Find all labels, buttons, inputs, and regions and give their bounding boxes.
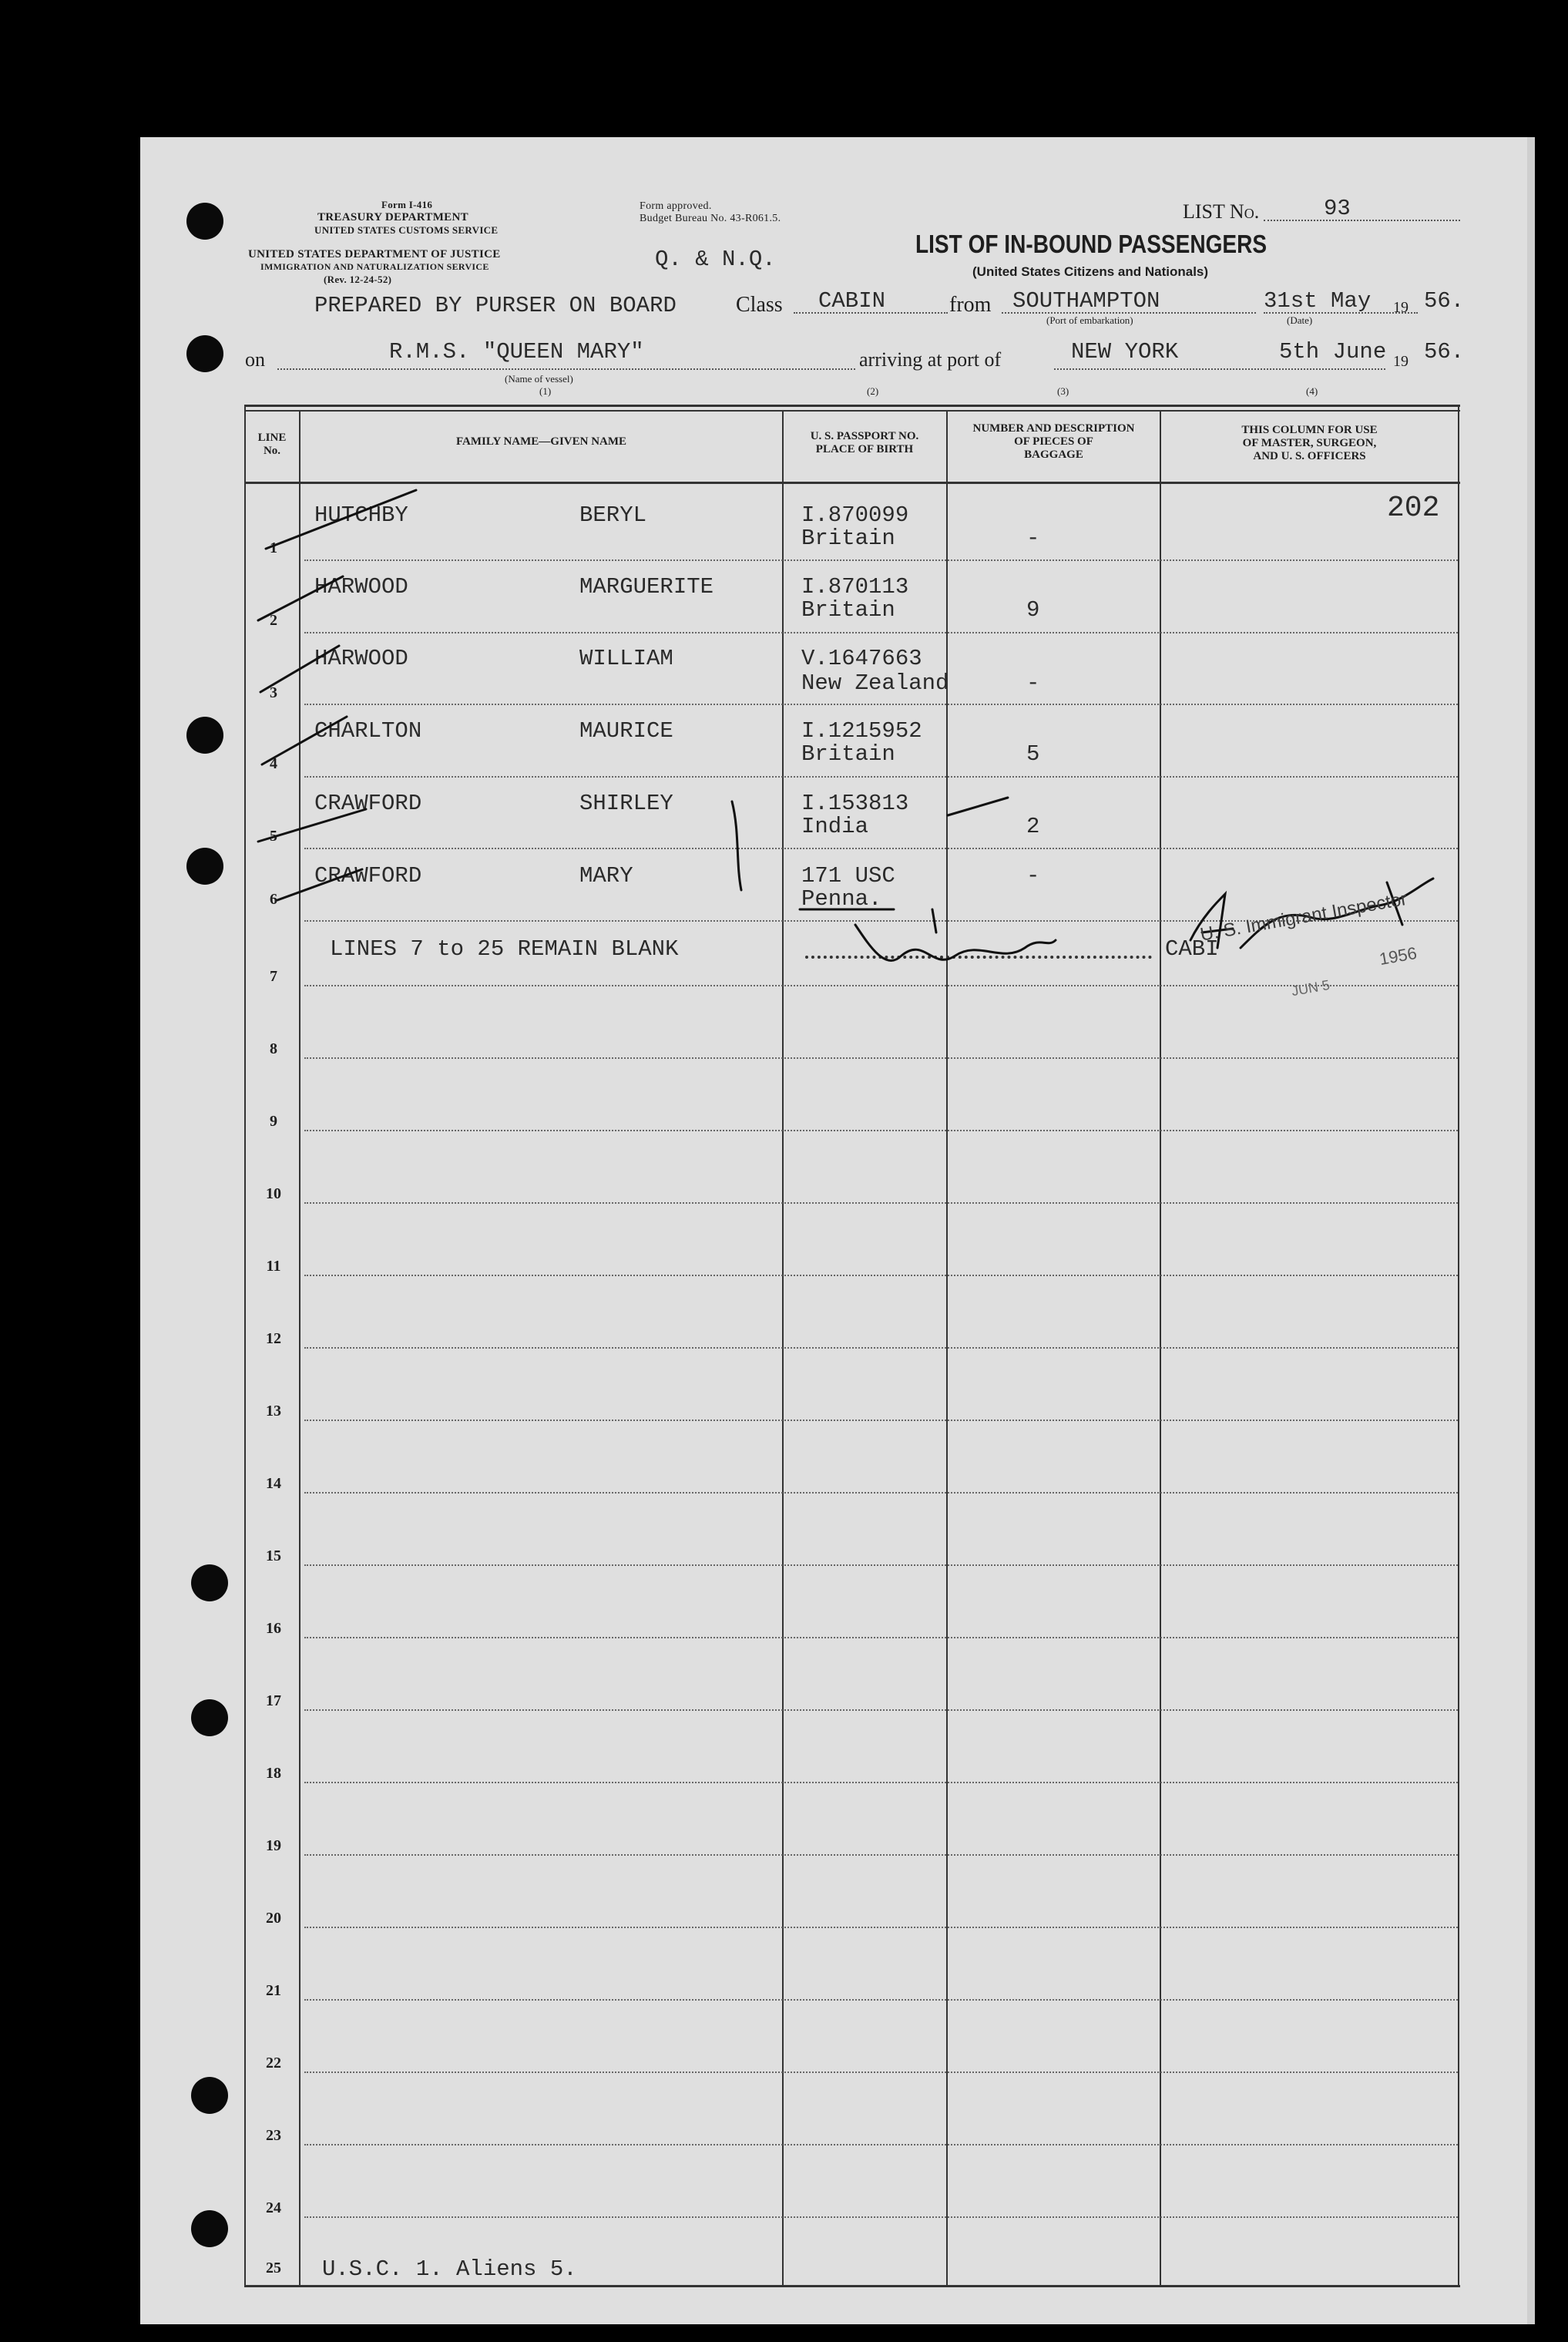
header-baggage-label-1: NUMBER AND DESCRIPTION [972,422,1135,435]
place-of-birth: India [801,814,869,839]
place-of-birth: Britain [801,526,895,551]
from-label: from [949,293,992,317]
line-number: 11 [266,1258,281,1275]
inspector-stamp: U. S. Immigrant Inspector [1198,888,1409,946]
qnq-code: Q. & N.Q. [655,247,776,272]
line-number: 22 [266,2055,281,2072]
family-name: CRAWFORD [314,791,422,816]
col-ref-2: (2) [867,385,879,397]
given-name: SHIRLEY [579,791,673,816]
baggage-count: - [1026,670,1040,696]
list-label: LIST No. [1183,200,1260,223]
passport-number: I.870113 [801,574,909,600]
prepared-by: PREPARED BY PURSER ON BOARD [314,293,677,318]
page-subtitle: (United States Citizens and Nationals) [972,264,1209,279]
pen-stroke [932,909,936,932]
form-approved: Form approved. [640,200,712,212]
vessel-caption: (Name of vessel) [505,373,573,385]
line-number: 14 [266,1475,281,1492]
place-of-birth: New Zealand [801,670,949,696]
line-number: 5 [270,828,277,845]
footer-counts: U.S.C. 1. Aliens 5. [322,2256,577,2282]
officer-note: 202 [1387,492,1440,525]
line-number: 24 [266,2199,281,2216]
check-mark [260,646,339,692]
line-number: 8 [270,1040,277,1057]
list-number: 93 [1324,196,1351,221]
arriving-label: arriving at port of [859,348,1002,371]
family-name: CRAWFORD [314,863,422,889]
page-title: LIST OF IN-BOUND PASSENGERS [915,230,1267,258]
year-prefix: 19 [1393,299,1409,316]
line-number: 16 [266,1620,281,1637]
class-label: Class [736,293,783,317]
line-number: 20 [266,1910,281,1927]
treasury-dept: TREASURY DEPARTMENT [317,211,468,223]
line-number: 21 [266,1982,281,1999]
line-number: 18 [266,1765,281,1782]
check-mark [266,490,416,549]
header-officers-label-2: OF MASTER, SURGEON, [1242,437,1377,449]
baggage-count: 9 [1026,597,1040,623]
col-ref-4: (4) [1306,385,1318,397]
header-passport-label: U. S. PASSPORT NO. [810,430,919,442]
line-number: 12 [266,1330,281,1347]
passport-number: 171 USC [801,863,895,889]
line-number: 10 [266,1185,281,1202]
given-name: BERYL [579,502,647,528]
line-number: 6 [270,891,277,908]
date-caption: (Date) [1287,314,1313,326]
line-number: 4 [270,755,277,772]
place-of-birth: Britain [801,597,895,623]
given-name: MARY [579,863,633,889]
family-name: CHARLTON [314,718,422,744]
line-number: 15 [266,1547,281,1564]
doj-heading: UNITED STATES DEPARTMENT OF JUSTICE [248,248,501,260]
pen-stroke [732,801,741,890]
col-ref-3: (3) [1057,385,1069,397]
year-prefix-arrival: 19 [1393,353,1409,370]
blank-lines-note: LINES 7 to 25 REMAIN BLANK [330,936,679,962]
place-of-birth: Penna. [801,886,882,912]
line-number: 25 [266,2260,281,2276]
given-name: WILLIAM [579,646,673,671]
vessel-name: R.M.S. "QUEEN MARY" [389,339,644,365]
ins-heading: IMMIGRATION AND NATURALIZATION SERVICE [260,261,489,272]
line-number: 13 [266,1403,281,1420]
baggage-count: - [1026,863,1040,889]
baggage-count: - [1026,526,1040,551]
on-label: on [245,348,265,371]
port-of-embarkation: SOUTHAMPTON [1012,288,1160,314]
check-mark [258,576,343,620]
customs-service: UNITED STATES CUSTOMS SERVICE [314,224,499,236]
form-revision: (Rev. 12-24-52) [324,274,392,285]
baggage-count: 5 [1026,741,1040,767]
passport-number: I.1215952 [801,718,922,744]
budget-bureau: Budget Bureau No. 43-R061.5. [640,213,781,224]
stamp-year: 1956 [1378,943,1419,969]
arrival-port: NEW YORK [1071,339,1179,365]
check-mark [258,809,366,842]
port-embarkation-caption: (Port of embarkation) [1046,314,1133,326]
line-number: 17 [266,1692,281,1709]
arrival-date: 5th June [1279,339,1387,365]
line-number: 1 [270,539,277,556]
header-baggage-label-3: BAGGAGE [1024,449,1083,461]
line-number: 2 [270,612,277,629]
line-number: 23 [266,2127,281,2144]
family-name: HARWOOD [314,574,408,600]
passport-number: I.153813 [801,791,909,816]
header-name: FAMILY NAME—GIVEN NAME [455,435,627,448]
line-number: 3 [270,684,277,701]
stamp-date: JUN 5 [1290,976,1331,1000]
signature [855,925,1056,960]
cabin-fragment: CABI [1165,936,1219,962]
passport-number: V.1647663 [801,646,922,671]
arrival-year: 56. [1424,339,1465,365]
header-officers-label-1: THIS COLUMN FOR USE [1241,424,1378,436]
place-of-birth: Britain [801,741,895,767]
pen-stroke [948,798,1008,815]
class-value: CABIN [818,288,886,314]
family-name: HARWOOD [314,646,408,671]
header-no-label: No. [263,445,281,457]
header-baggage-label-2: OF PIECES OF [1014,435,1093,448]
passport-number: I.870099 [801,502,909,528]
check-mark [262,717,347,764]
header-line-label: LINE [257,432,287,444]
check-mark [277,869,362,900]
header-birth-label: PLACE OF BIRTH [815,443,914,455]
baggage-count: 2 [1026,814,1040,839]
line-number: 9 [270,1113,277,1130]
family-name: HUTCHBY [314,502,408,528]
departure-date: 31st May [1264,288,1372,314]
given-name: MAURICE [579,718,673,744]
line-number: 7 [270,968,277,985]
form-number: Form I-416 [381,199,433,210]
given-name: MARGUERITE [579,574,714,600]
line-number: 19 [266,1837,281,1854]
col-ref-1: (1) [539,385,552,397]
header-officers-label-3: AND U. S. OFFICERS [1253,450,1366,462]
departure-year: 56. [1424,288,1465,314]
